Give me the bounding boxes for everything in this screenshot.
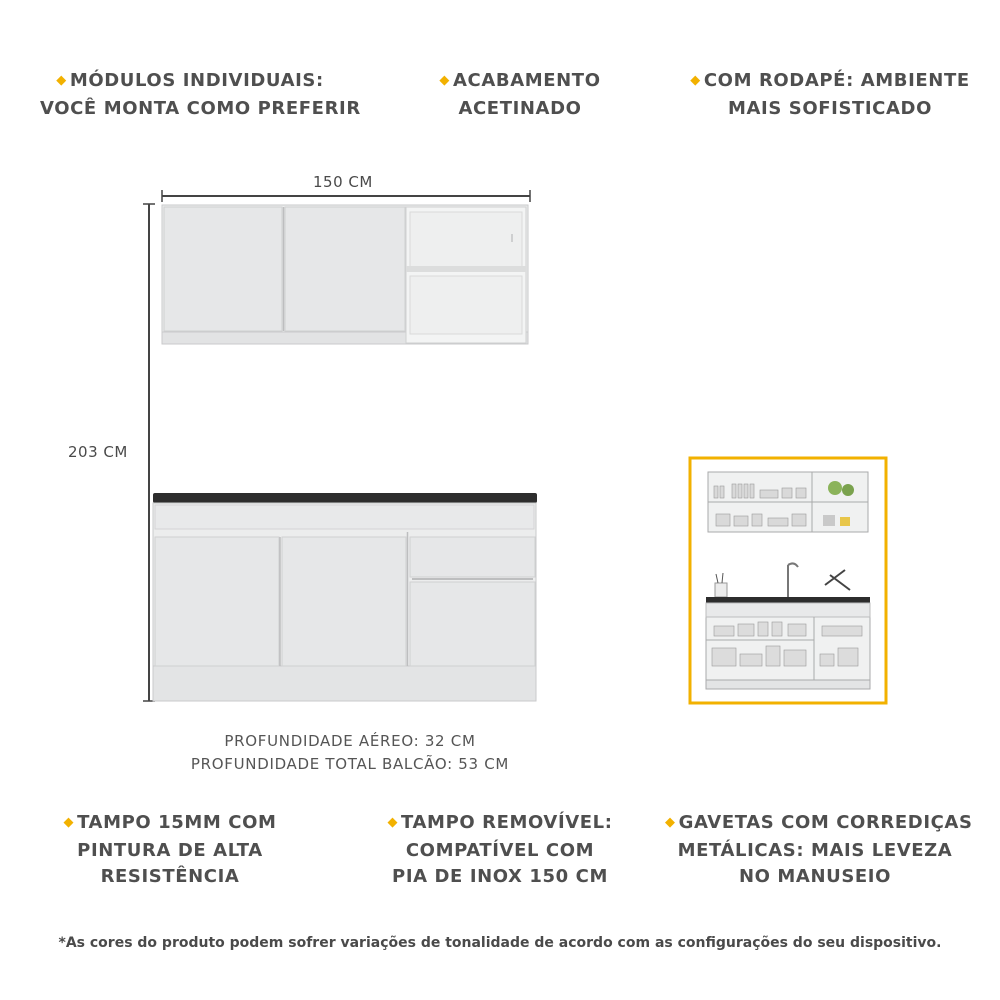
feature-line: TAMPO 15MM COM (77, 812, 277, 833)
diamond-bullet-icon: ◆ (63, 815, 75, 830)
drawer-top (410, 537, 535, 577)
feature-tampo-15mm (45, 810, 295, 890)
product-photo-inset (690, 458, 886, 703)
upper-door-left (164, 207, 282, 331)
upper-door-middle (285, 207, 405, 331)
feature-line: VOCÊ MONTA COMO PREFERIR (40, 98, 361, 119)
feature-line: RESISTÊNCIA (100, 866, 240, 887)
feature-gavetas (665, 810, 973, 890)
depth-aereo: PROFUNDIDADE AÉREO: 32 CM (224, 732, 476, 750)
upper-cabinet (162, 205, 528, 344)
feature-tampo-removivel (380, 810, 620, 890)
feature-line: NO MANUSEIO (738, 866, 891, 887)
diamond-bullet-icon: ◆ (56, 73, 67, 88)
countertop (153, 493, 537, 503)
feature-line: COM RODAPÉ: AMBIENTE (703, 70, 970, 91)
feature-line: GAVETAS COM CORREDIÇAS (678, 812, 973, 833)
feature-line: PINTURA DE ALTA (77, 840, 263, 861)
feature-line: MÓDULOS INDIVIDUAIS: (69, 70, 324, 91)
width-dimension-line (162, 190, 530, 202)
color-disclaimer: *As cores do produto podem sofrer variações de tonalidade de acordo com as configurações do seu dispositivo. (58, 935, 942, 951)
diamond-bullet-icon: ◆ (439, 73, 451, 88)
feature-line: ACETINADO (458, 98, 582, 119)
depth-balcao: PROFUNDIDADE TOTAL BALCÃO: 53 CM (190, 755, 510, 773)
feature-line: MAIS SOFISTICADO (728, 98, 932, 119)
diamond-bullet-icon: ◆ (387, 815, 399, 830)
height-label: 203 CM (68, 443, 128, 461)
feature-line: PIA DE INOX 150 CM (392, 866, 608, 887)
width-label: 150 CM (313, 173, 373, 191)
diamond-bullet-icon: ◆ (665, 815, 676, 830)
lower-door-middle (282, 537, 406, 666)
feature-line: METÁLICAS: MAIS LEVEZA (677, 840, 953, 861)
feature-line: TAMPO REMOVÍVEL: (401, 812, 613, 833)
drawer-bottom (410, 582, 535, 666)
depth-info (150, 730, 550, 776)
lower-cabinet (153, 503, 536, 701)
lower-door-left (155, 537, 279, 666)
diamond-bullet-icon: ◆ (690, 73, 701, 88)
feature-line: ACABAMENTO (453, 70, 601, 91)
feature-line: COMPATÍVEL COM (405, 840, 595, 861)
